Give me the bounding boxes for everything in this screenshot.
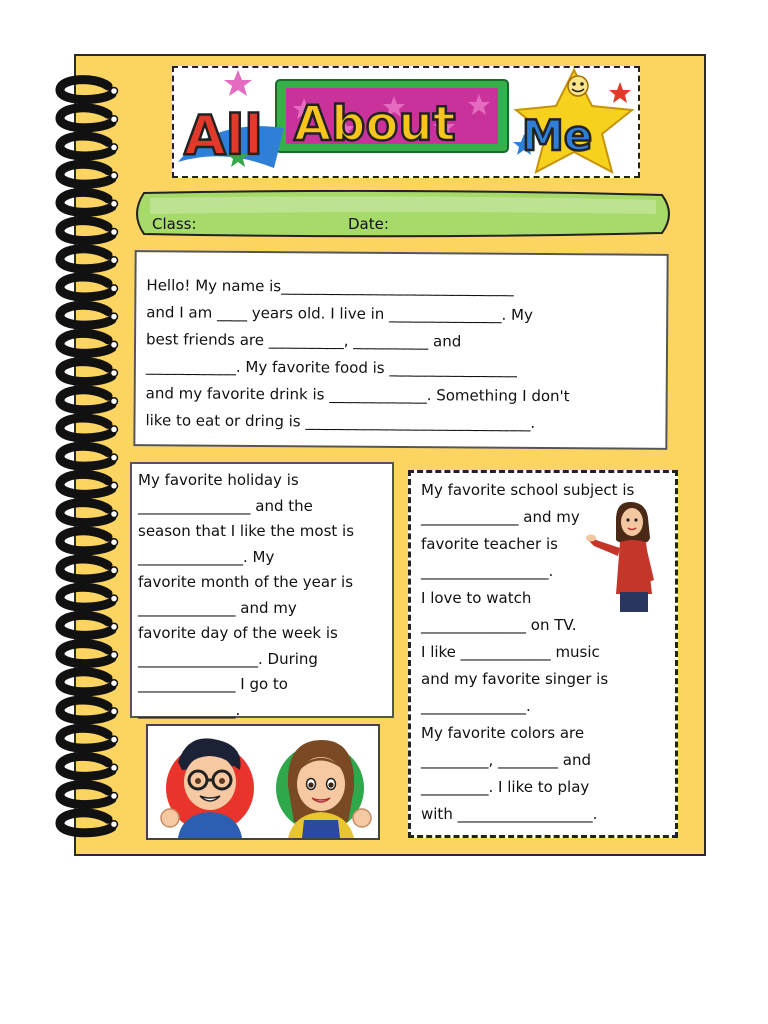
school-line: My favorite school subject is [421, 481, 635, 499]
holiday-card [130, 462, 394, 718]
intro-line: ____________. My favorite food is _________________ [145, 357, 517, 378]
spiral-hole [111, 172, 118, 179]
spiral-ring [60, 192, 112, 212]
spiral-hole [111, 708, 118, 715]
spiral-hole [111, 652, 118, 659]
spiral-hole [111, 257, 118, 264]
spiral-ring [60, 362, 112, 382]
school-line: I love to watch [421, 589, 532, 607]
spiral-hole [111, 229, 118, 236]
school-line: My favorite colors are [421, 724, 585, 742]
intro-line: like to eat or dring is ______________________________. [145, 411, 536, 432]
spiral-ring [60, 700, 112, 720]
teacher-illustration [586, 494, 670, 614]
title-banner [172, 66, 640, 178]
spiral-ring [60, 333, 112, 353]
holiday-line: ______________. My [138, 547, 275, 566]
spiral-hole [111, 482, 118, 489]
intro-line: and my favorite drink is _____________. Something I don't [145, 384, 570, 406]
class-label: Class: [152, 215, 197, 233]
spiral-hole [111, 454, 118, 461]
spiral-ring [60, 531, 112, 551]
title-artwork [174, 68, 638, 176]
spiral-ring [60, 390, 112, 410]
title-word-all: All [184, 104, 263, 167]
spiral-hole [111, 793, 118, 800]
spiral-ring [60, 503, 112, 523]
girl-illustration [276, 740, 371, 838]
spiral-hole [111, 511, 118, 518]
spiral-ring [60, 446, 112, 466]
spiral-ring [60, 756, 112, 776]
spiral-ring [60, 221, 112, 241]
title-word-me: Me [522, 111, 593, 160]
school-line: _________, ________ and [421, 751, 592, 769]
holiday-line: favorite month of the year is [138, 573, 354, 591]
boy-illustration [161, 738, 254, 838]
school-line: ______________. [421, 697, 531, 715]
spiral-ring [60, 305, 112, 325]
spiral-hole [111, 116, 118, 123]
spiral-hole [111, 764, 118, 771]
spiral-hole [111, 370, 118, 377]
spiral-hole [111, 426, 118, 433]
holiday-line: _____________ I go to [138, 675, 288, 693]
spiral-hole [111, 341, 118, 348]
spiral-ring [60, 164, 112, 184]
intro-card [133, 250, 668, 450]
spiral-ring [60, 728, 112, 748]
title-word-about: About [294, 96, 456, 152]
spiral-ring [60, 813, 112, 833]
spiral-hole [111, 821, 118, 828]
spiral-ring [60, 80, 112, 100]
spiral-ring [60, 108, 112, 128]
spiral-ring [60, 474, 112, 494]
spiral-ring [60, 136, 112, 156]
spiral-ring [60, 559, 112, 579]
spiral-ring [60, 249, 112, 269]
spiral-hole [111, 144, 118, 151]
school-line: and my favorite singer is [421, 670, 609, 688]
intro-line: best friends are __________, __________ and [146, 330, 462, 351]
spiral-ring [60, 672, 112, 692]
spiral-hole [111, 623, 118, 630]
spiral-hole [111, 539, 118, 546]
spiral-ring [60, 785, 112, 805]
spiral-hole [111, 313, 118, 320]
spiral-hole [111, 736, 118, 743]
holiday-line: season that I like the most is [138, 522, 355, 540]
holiday-line: My favorite holiday is [138, 471, 299, 489]
spiral-binding [50, 72, 130, 852]
spiral-hole [111, 567, 118, 574]
school-line: with __________________. [421, 805, 598, 823]
spiral-hole [111, 398, 118, 405]
spiral-hole [111, 200, 118, 207]
holiday-line: _______________ and the [138, 496, 313, 515]
holiday-line: ________________. During [138, 649, 318, 668]
holiday-line: _____________ and my [138, 598, 297, 617]
school-line: favorite teacher is [421, 535, 558, 553]
school-line: _________________. [421, 562, 554, 580]
school-line: _____________ and my [421, 508, 580, 526]
spiral-ring [60, 587, 112, 607]
intro-line: and I am ____ years old. I live in _______________. My [146, 303, 533, 324]
spiral-ring [60, 644, 112, 664]
school-line: _________. I like to play [421, 778, 590, 796]
date-label: Date: [348, 215, 389, 233]
spiral-hole [111, 285, 118, 292]
school-line: ______________ on TV. [421, 616, 577, 634]
spiral-hole [111, 680, 118, 687]
spiral-ring [60, 277, 112, 297]
school-line: I like ____________ music [421, 643, 600, 661]
spiral-hole [111, 595, 118, 602]
holiday-line: favorite day of the week is [138, 624, 338, 642]
spiral-ring [60, 418, 112, 438]
kids-card [146, 724, 380, 840]
holiday-line: _____________. [138, 700, 241, 719]
intro-line: Hello! My name is_______________________________ [146, 276, 514, 297]
spiral-hole [111, 88, 118, 95]
class-date-bar [130, 190, 676, 238]
spiral-ring [60, 615, 112, 635]
